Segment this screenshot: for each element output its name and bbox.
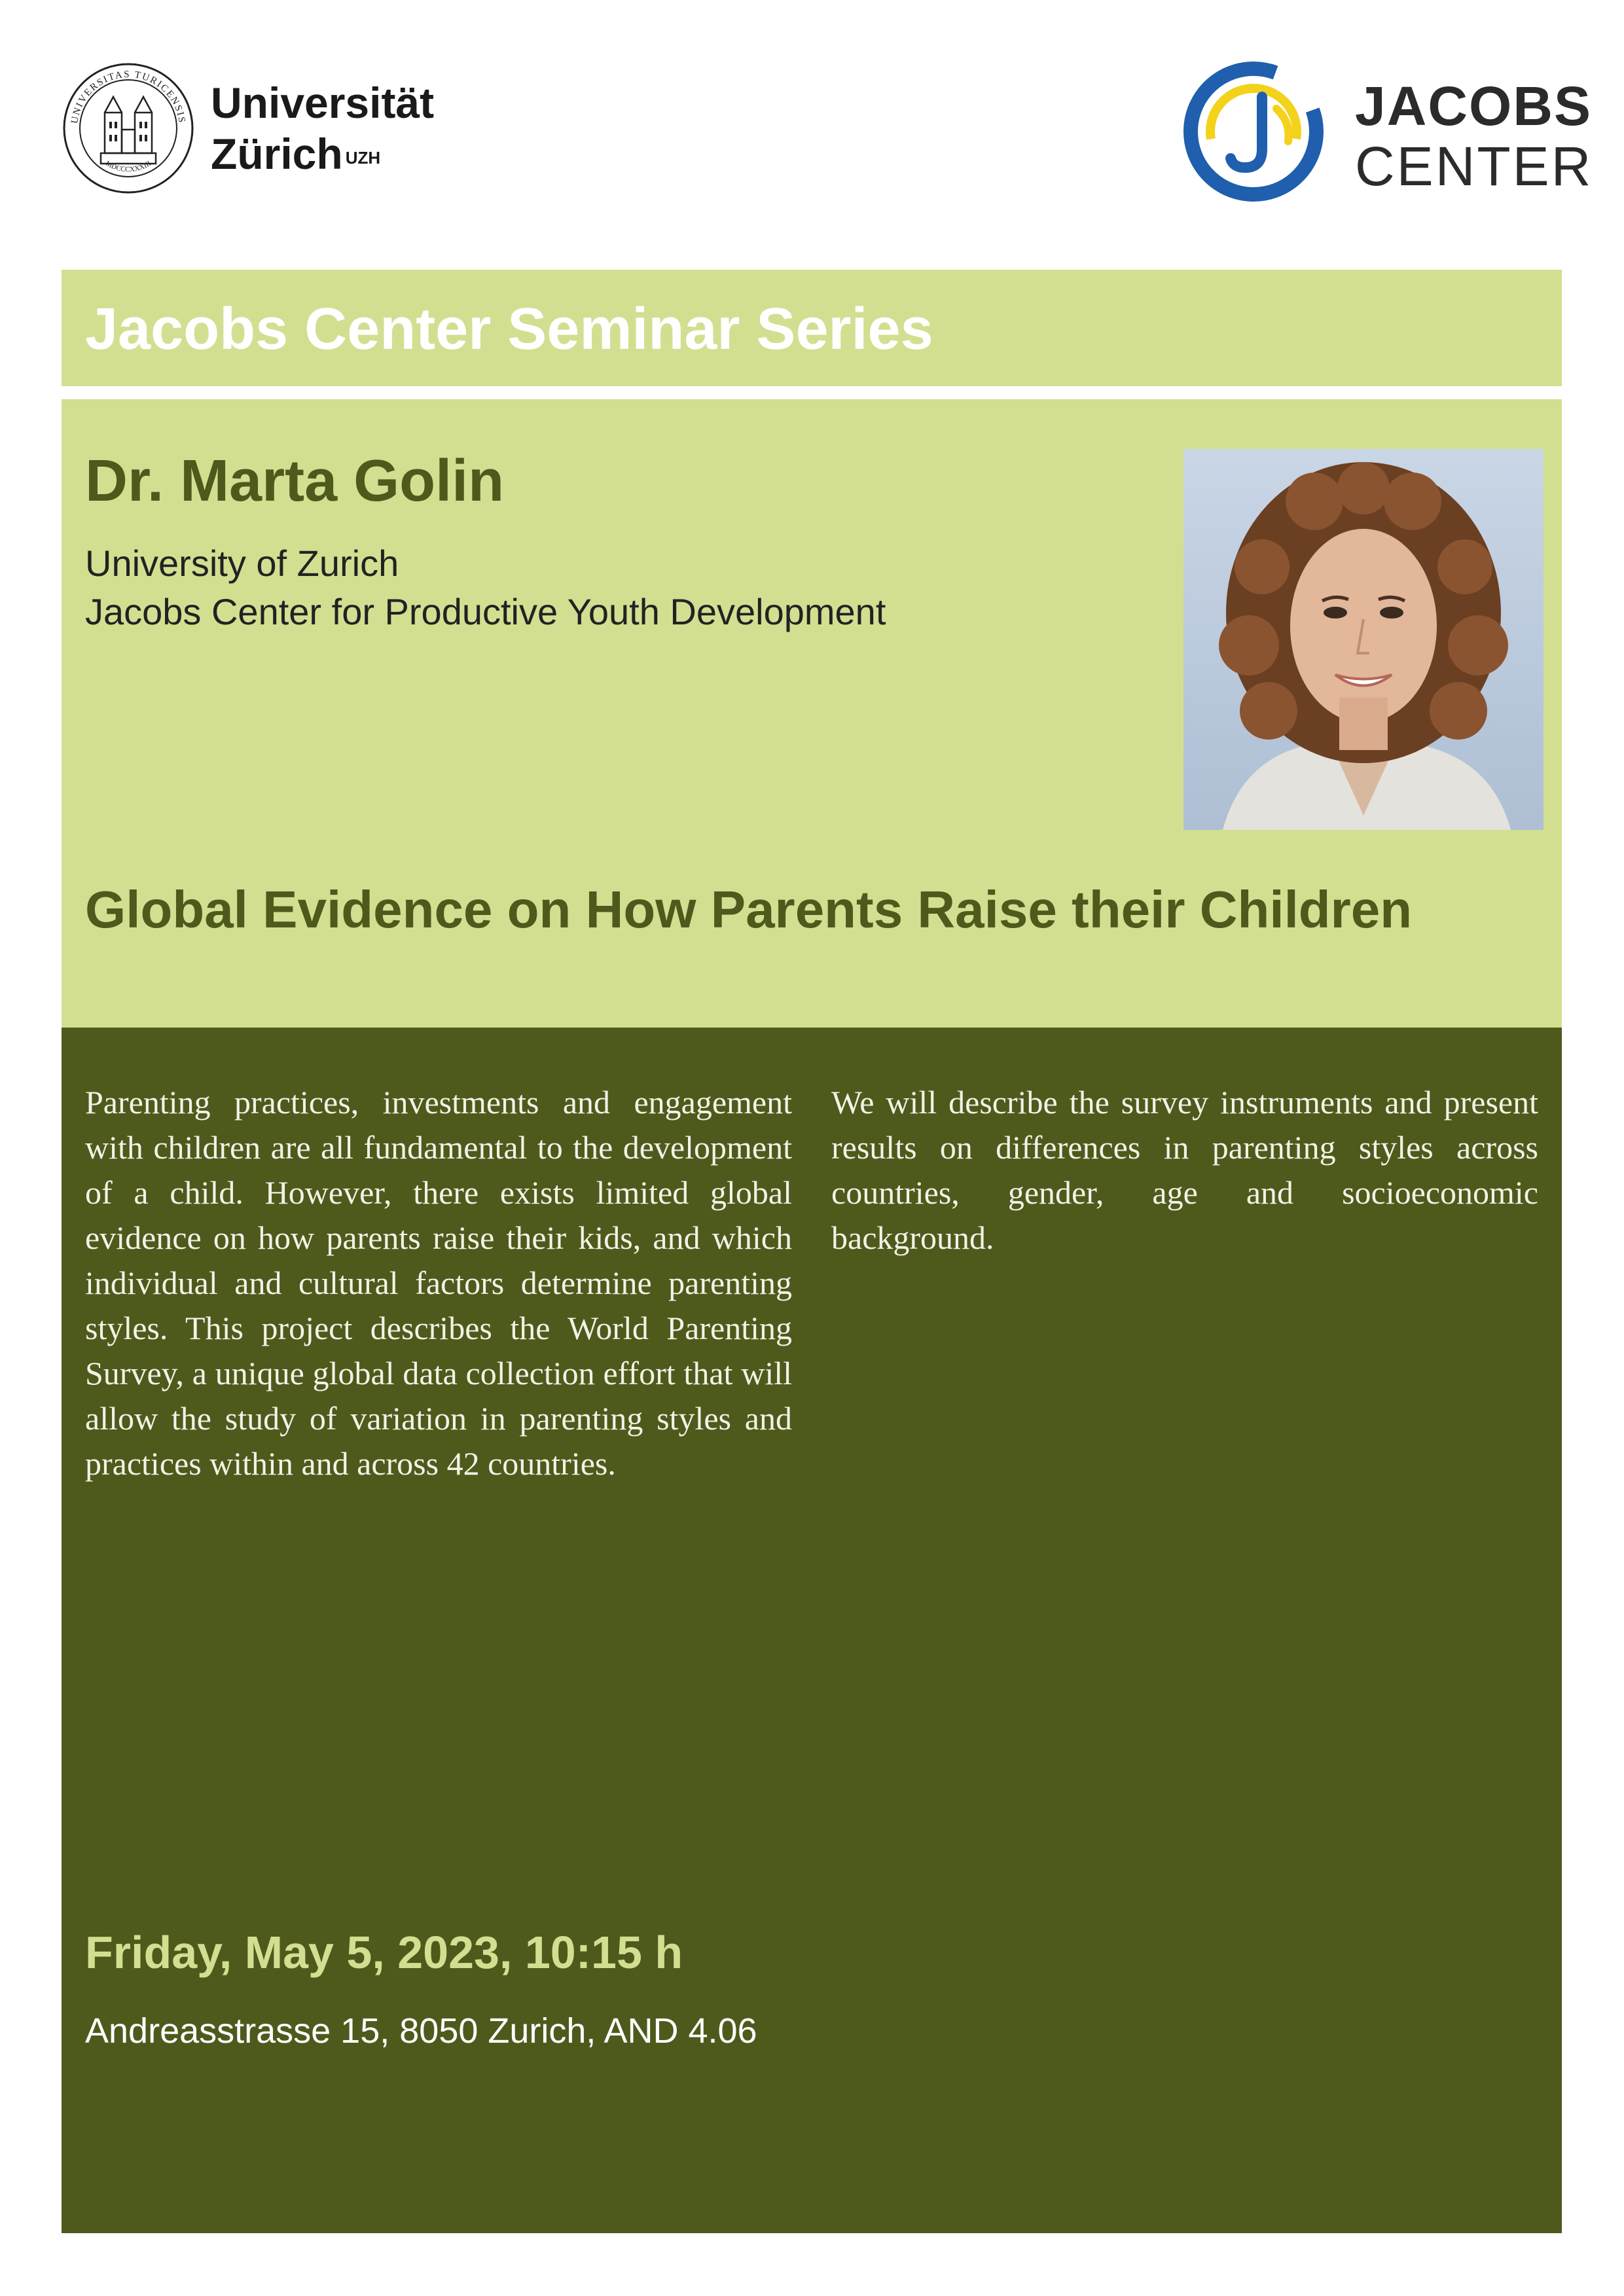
talk-title: Global Evidence on How Parents Raise their Children (85, 880, 1413, 939)
uzh-line2-text: Zürich (211, 130, 343, 178)
speaker-affiliation-line2: Jacobs Center for Productive Youth Development (85, 591, 886, 632)
abstract-paragraph-1: Parenting practices, investments and engagement with children are all fundamental to the development of a child. However, there exists limited global evidence on how parents raise their kids, and which individual and cultural factors determine parenting styles. This project describes the World Parenting Survey, a unique global data collection effort that will allow the study of variation in parenting styles and practices within and across 42 countries. (85, 1084, 792, 1482)
uzh-wordmark (211, 77, 434, 179)
event-datetime: Friday, May 5, 2023, 10:15 h (85, 1927, 683, 1978)
event-venue: Andreasstrasse 15, 8050 Zurich, AND 4.06 (85, 2011, 757, 2051)
jacobs-line2: CENTER (1355, 135, 1593, 197)
jacobs-center-mark-icon (1178, 56, 1329, 207)
speaker-affiliation-line1: University of Zurich (85, 543, 399, 584)
seal-text-bottom: MDCCCXXXIII (104, 159, 153, 174)
uzh-line2 (211, 128, 434, 179)
seal-text-top: UNIVERSITAS TURICENSIS (69, 69, 187, 125)
university-seal-icon (62, 62, 195, 195)
uzh-line1: Universität (211, 79, 435, 127)
uzh-superscript: UZH (345, 148, 381, 168)
jacobs-center-wordmark (1355, 76, 1593, 196)
speaker-portrait-photo (1183, 449, 1543, 830)
speaker-name: Dr. Marta Golin (85, 448, 505, 514)
svg-text:MDCCCXXXIII (104, 160, 153, 173)
series-title: Jacobs Center Seminar Series (85, 296, 933, 362)
jacobs-line1: JACOBS (1355, 75, 1593, 137)
abstract-paragraph-2: We will describe the survey instruments and present results on differences in parenting styles across countries, gender, age and socioeconomic background. (831, 1084, 1538, 1256)
svg-text:UNIVERSITAS TURICENSIS (69, 69, 187, 124)
